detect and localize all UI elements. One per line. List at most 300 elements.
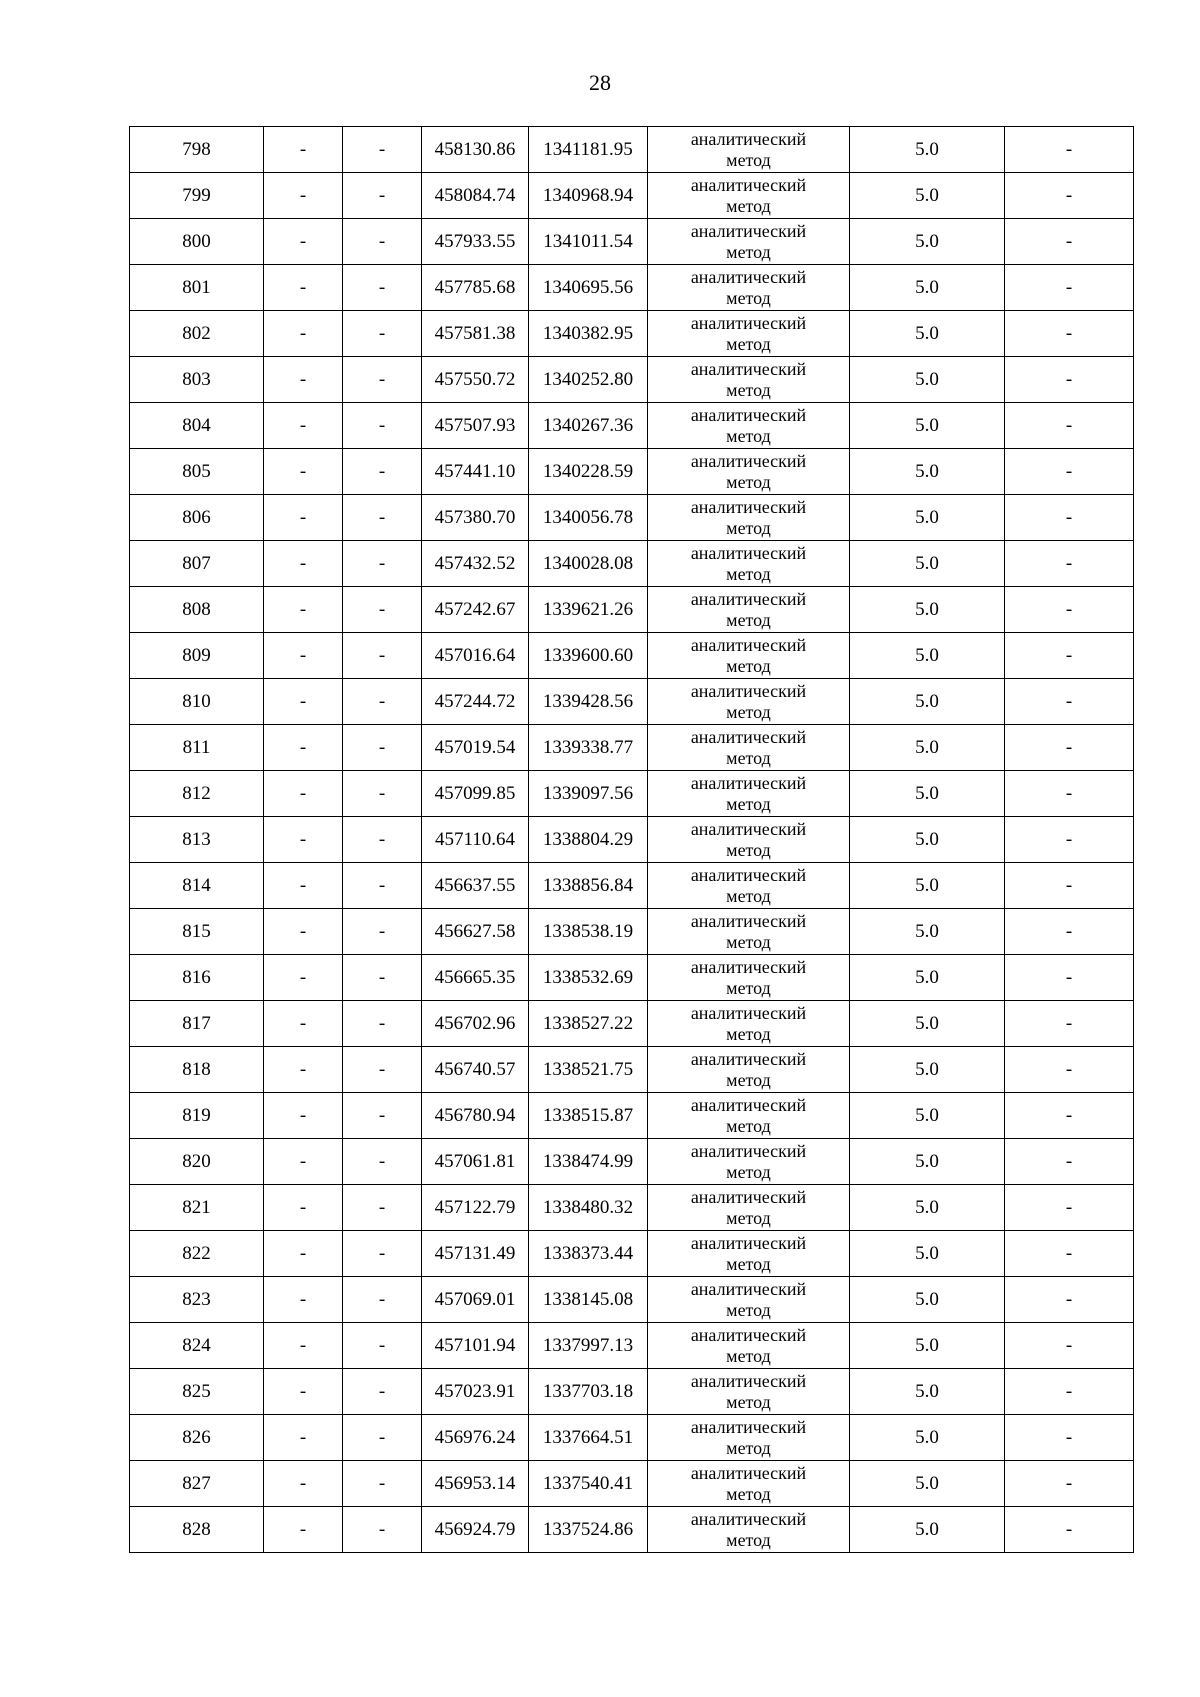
table-row: [130, 357, 1134, 403]
empty-value-cell: -: [343, 725, 422, 771]
accuracy-cell: 5.0: [850, 1415, 1005, 1461]
method-line-2: метод: [726, 1529, 771, 1550]
method-cell: [648, 1093, 850, 1139]
accuracy-cell: 5.0: [850, 311, 1005, 357]
point-number-cell: 822: [130, 1231, 264, 1277]
method-line-1: аналитический: [690, 772, 807, 793]
table-row: [130, 817, 1134, 863]
method-line-2: метод: [726, 195, 771, 216]
method-cell: [648, 1185, 850, 1231]
empty-value-cell: -: [264, 1001, 343, 1047]
empty-value-cell: -: [343, 1507, 422, 1553]
y-coordinate-cell: 1339621.26: [529, 587, 648, 633]
empty-value-cell: -: [343, 1093, 422, 1139]
x-coordinate-cell: 456780.94: [422, 1093, 529, 1139]
x-coordinate-cell: 457785.68: [422, 265, 529, 311]
accuracy-cell: 5.0: [850, 1461, 1005, 1507]
method-line-1: аналитический: [690, 542, 807, 563]
empty-value-cell: -: [1005, 1461, 1134, 1507]
y-coordinate-cell: 1338804.29: [529, 817, 648, 863]
x-coordinate-cell: 457432.52: [422, 541, 529, 587]
table-row: [130, 127, 1134, 173]
accuracy-cell: 5.0: [850, 127, 1005, 173]
empty-value-cell: -: [343, 495, 422, 541]
empty-value-cell: -: [264, 311, 343, 357]
x-coordinate-cell: 457507.93: [422, 403, 529, 449]
point-number-cell: 819: [130, 1093, 264, 1139]
accuracy-cell: 5.0: [850, 1323, 1005, 1369]
method-line-1: аналитический: [690, 450, 807, 471]
empty-value-cell: -: [264, 679, 343, 725]
x-coordinate-cell: 456702.96: [422, 1001, 529, 1047]
method-cell: [648, 173, 850, 219]
empty-value-cell: -: [343, 311, 422, 357]
method-line-1: аналитический: [690, 910, 807, 931]
accuracy-cell: 5.0: [850, 725, 1005, 771]
method-line-2: метод: [726, 1483, 771, 1504]
empty-value-cell: -: [1005, 863, 1134, 909]
x-coordinate-cell: 457122.79: [422, 1185, 529, 1231]
empty-value-cell: -: [343, 173, 422, 219]
y-coordinate-cell: 1338538.19: [529, 909, 648, 955]
method-line-1: аналитический: [690, 174, 807, 195]
method-line-2: метод: [726, 747, 771, 768]
point-number-cell: 817: [130, 1001, 264, 1047]
empty-value-cell: -: [264, 1461, 343, 1507]
empty-value-cell: -: [264, 1093, 343, 1139]
method-line-1: аналитический: [690, 1094, 807, 1115]
point-number-cell: 827: [130, 1461, 264, 1507]
method-line-2: метод: [726, 287, 771, 308]
accuracy-cell: 5.0: [850, 219, 1005, 265]
empty-value-cell: -: [1005, 173, 1134, 219]
y-coordinate-cell: 1340695.56: [529, 265, 648, 311]
empty-value-cell: -: [1005, 771, 1134, 817]
method-line-2: метод: [726, 1161, 771, 1182]
method-line-1: аналитический: [690, 1324, 807, 1345]
point-number-cell: 824: [130, 1323, 264, 1369]
y-coordinate-cell: 1337540.41: [529, 1461, 648, 1507]
method-line-2: метод: [726, 1115, 771, 1136]
method-line-2: метод: [726, 885, 771, 906]
empty-value-cell: -: [343, 449, 422, 495]
point-number-cell: 825: [130, 1369, 264, 1415]
empty-value-cell: -: [343, 1001, 422, 1047]
accuracy-cell: 5.0: [850, 1093, 1005, 1139]
empty-value-cell: -: [1005, 1231, 1134, 1277]
y-coordinate-cell: 1340228.59: [529, 449, 648, 495]
accuracy-cell: 5.0: [850, 403, 1005, 449]
empty-value-cell: -: [264, 955, 343, 1001]
x-coordinate-cell: 457933.55: [422, 219, 529, 265]
table-row: [130, 1231, 1134, 1277]
method-cell: [648, 541, 850, 587]
table-row: [130, 909, 1134, 955]
accuracy-cell: 5.0: [850, 449, 1005, 495]
empty-value-cell: -: [1005, 1139, 1134, 1185]
empty-value-cell: -: [264, 1507, 343, 1553]
empty-value-cell: -: [343, 1461, 422, 1507]
x-coordinate-cell: 457581.38: [422, 311, 529, 357]
empty-value-cell: -: [264, 403, 343, 449]
empty-value-cell: -: [1005, 817, 1134, 863]
empty-value-cell: -: [343, 1185, 422, 1231]
method-cell: [648, 311, 850, 357]
x-coordinate-cell: 456976.24: [422, 1415, 529, 1461]
point-number-cell: 828: [130, 1507, 264, 1553]
method-line-1: аналитический: [690, 312, 807, 333]
method-line-2: метод: [726, 977, 771, 998]
method-line-2: метод: [726, 839, 771, 860]
method-cell: [648, 909, 850, 955]
method-cell: [648, 1001, 850, 1047]
method-line-2: метод: [726, 1023, 771, 1044]
point-number-cell: 826: [130, 1415, 264, 1461]
x-coordinate-cell: 456924.79: [422, 1507, 529, 1553]
x-coordinate-cell: 456627.58: [422, 909, 529, 955]
point-number-cell: 799: [130, 173, 264, 219]
x-coordinate-cell: 457099.85: [422, 771, 529, 817]
point-number-cell: 800: [130, 219, 264, 265]
y-coordinate-cell: 1339428.56: [529, 679, 648, 725]
x-coordinate-cell: 457069.01: [422, 1277, 529, 1323]
coordinates-table: [129, 126, 1134, 1553]
table-row: [130, 1001, 1134, 1047]
table-row: [130, 403, 1134, 449]
y-coordinate-cell: 1337524.86: [529, 1507, 648, 1553]
method-cell: [648, 403, 850, 449]
table-row: [130, 311, 1134, 357]
empty-value-cell: -: [343, 955, 422, 1001]
x-coordinate-cell: 457016.64: [422, 633, 529, 679]
empty-value-cell: -: [264, 633, 343, 679]
accuracy-cell: 5.0: [850, 1001, 1005, 1047]
point-number-cell: 808: [130, 587, 264, 633]
method-line-2: метод: [726, 149, 771, 170]
accuracy-cell: 5.0: [850, 679, 1005, 725]
accuracy-cell: 5.0: [850, 1139, 1005, 1185]
x-coordinate-cell: 456637.55: [422, 863, 529, 909]
table-row: [130, 863, 1134, 909]
empty-value-cell: -: [264, 1231, 343, 1277]
method-line-2: метод: [726, 793, 771, 814]
y-coordinate-cell: 1338474.99: [529, 1139, 648, 1185]
y-coordinate-cell: 1338856.84: [529, 863, 648, 909]
empty-value-cell: -: [343, 1139, 422, 1185]
empty-value-cell: -: [1005, 449, 1134, 495]
empty-value-cell: -: [264, 265, 343, 311]
method-line-1: аналитический: [690, 1048, 807, 1069]
table-row: [130, 587, 1134, 633]
table-row: [130, 1139, 1134, 1185]
method-cell: [648, 495, 850, 541]
empty-value-cell: -: [264, 173, 343, 219]
method-cell: [648, 265, 850, 311]
method-cell: [648, 1139, 850, 1185]
empty-value-cell: -: [264, 127, 343, 173]
accuracy-cell: 5.0: [850, 495, 1005, 541]
method-cell: [648, 679, 850, 725]
empty-value-cell: -: [264, 541, 343, 587]
method-line-2: метод: [726, 1299, 771, 1320]
method-line-1: аналитический: [690, 1002, 807, 1023]
empty-value-cell: -: [343, 541, 422, 587]
method-line-1: аналитический: [690, 634, 807, 655]
accuracy-cell: 5.0: [850, 817, 1005, 863]
empty-value-cell: -: [1005, 679, 1134, 725]
method-cell: [648, 1415, 850, 1461]
x-coordinate-cell: 456740.57: [422, 1047, 529, 1093]
method-line-2: метод: [726, 333, 771, 354]
empty-value-cell: -: [343, 771, 422, 817]
x-coordinate-cell: 456953.14: [422, 1461, 529, 1507]
y-coordinate-cell: 1338532.69: [529, 955, 648, 1001]
empty-value-cell: -: [343, 1415, 422, 1461]
x-coordinate-cell: 457244.72: [422, 679, 529, 725]
empty-value-cell: -: [343, 909, 422, 955]
x-coordinate-cell: 456665.35: [422, 955, 529, 1001]
accuracy-cell: 5.0: [850, 1369, 1005, 1415]
empty-value-cell: -: [264, 1185, 343, 1231]
point-number-cell: 803: [130, 357, 264, 403]
method-line-1: аналитический: [690, 220, 807, 241]
table-row: [130, 633, 1134, 679]
empty-value-cell: -: [1005, 633, 1134, 679]
point-number-cell: 812: [130, 771, 264, 817]
method-line-2: метод: [726, 1345, 771, 1366]
point-number-cell: 815: [130, 909, 264, 955]
table-row: [130, 173, 1134, 219]
method-cell: [648, 725, 850, 771]
accuracy-cell: 5.0: [850, 1047, 1005, 1093]
table-row: [130, 1093, 1134, 1139]
table-row: [130, 219, 1134, 265]
empty-value-cell: -: [343, 127, 422, 173]
point-number-cell: 806: [130, 495, 264, 541]
y-coordinate-cell: 1339338.77: [529, 725, 648, 771]
x-coordinate-cell: 457441.10: [422, 449, 529, 495]
empty-value-cell: -: [343, 357, 422, 403]
table-row: [130, 679, 1134, 725]
point-number-cell: 820: [130, 1139, 264, 1185]
point-number-cell: 814: [130, 863, 264, 909]
point-number-cell: 804: [130, 403, 264, 449]
empty-value-cell: -: [1005, 265, 1134, 311]
empty-value-cell: -: [1005, 1047, 1134, 1093]
empty-value-cell: -: [1005, 495, 1134, 541]
method-cell: [648, 863, 850, 909]
point-number-cell: 821: [130, 1185, 264, 1231]
point-number-cell: 801: [130, 265, 264, 311]
y-coordinate-cell: 1339097.56: [529, 771, 648, 817]
empty-value-cell: -: [343, 863, 422, 909]
empty-value-cell: -: [343, 1369, 422, 1415]
method-cell: [648, 1231, 850, 1277]
y-coordinate-cell: 1340056.78: [529, 495, 648, 541]
accuracy-cell: 5.0: [850, 863, 1005, 909]
y-coordinate-cell: 1340267.36: [529, 403, 648, 449]
point-number-cell: 809: [130, 633, 264, 679]
x-coordinate-cell: 457242.67: [422, 587, 529, 633]
y-coordinate-cell: 1340028.08: [529, 541, 648, 587]
point-number-cell: 818: [130, 1047, 264, 1093]
y-coordinate-cell: 1337703.18: [529, 1369, 648, 1415]
method-cell: [648, 1323, 850, 1369]
x-coordinate-cell: 457131.49: [422, 1231, 529, 1277]
table-row: [130, 1461, 1134, 1507]
empty-value-cell: -: [1005, 311, 1134, 357]
empty-value-cell: -: [1005, 403, 1134, 449]
method-cell: [648, 1461, 850, 1507]
y-coordinate-cell: 1338527.22: [529, 1001, 648, 1047]
y-coordinate-cell: 1338515.87: [529, 1093, 648, 1139]
method-cell: [648, 1369, 850, 1415]
accuracy-cell: 5.0: [850, 771, 1005, 817]
empty-value-cell: -: [1005, 219, 1134, 265]
table-row: [130, 1047, 1134, 1093]
table-row: [130, 265, 1134, 311]
accuracy-cell: 5.0: [850, 1507, 1005, 1553]
x-coordinate-cell: 457023.91: [422, 1369, 529, 1415]
x-coordinate-cell: 458130.86: [422, 127, 529, 173]
empty-value-cell: -: [1005, 587, 1134, 633]
table-row: [130, 449, 1134, 495]
x-coordinate-cell: 457101.94: [422, 1323, 529, 1369]
x-coordinate-cell: 457110.64: [422, 817, 529, 863]
x-coordinate-cell: 457061.81: [422, 1139, 529, 1185]
x-coordinate-cell: 457550.72: [422, 357, 529, 403]
method-cell: [648, 1507, 850, 1553]
page-number: 28: [589, 70, 611, 95]
method-line-2: метод: [726, 1253, 771, 1274]
empty-value-cell: -: [264, 771, 343, 817]
point-number-cell: 805: [130, 449, 264, 495]
table-row: [130, 1369, 1134, 1415]
accuracy-cell: 5.0: [850, 633, 1005, 679]
empty-value-cell: -: [343, 265, 422, 311]
accuracy-cell: 5.0: [850, 265, 1005, 311]
empty-value-cell: -: [1005, 541, 1134, 587]
method-line-2: метод: [726, 517, 771, 538]
method-line-1: аналитический: [690, 680, 807, 701]
accuracy-cell: 5.0: [850, 1277, 1005, 1323]
method-line-1: аналитический: [690, 1416, 807, 1437]
method-line-1: аналитический: [690, 496, 807, 517]
method-line-1: аналитический: [690, 404, 807, 425]
method-line-2: метод: [726, 701, 771, 722]
x-coordinate-cell: 457380.70: [422, 495, 529, 541]
empty-value-cell: -: [264, 357, 343, 403]
empty-value-cell: -: [1005, 1185, 1134, 1231]
method-line-1: аналитический: [690, 818, 807, 839]
y-coordinate-cell: 1338145.08: [529, 1277, 648, 1323]
method-cell: [648, 817, 850, 863]
point-number-cell: 807: [130, 541, 264, 587]
empty-value-cell: -: [264, 219, 343, 265]
method-cell: [648, 1047, 850, 1093]
method-line-1: аналитический: [690, 128, 807, 149]
point-number-cell: 798: [130, 127, 264, 173]
empty-value-cell: -: [264, 725, 343, 771]
y-coordinate-cell: 1337997.13: [529, 1323, 648, 1369]
table-row: [130, 1323, 1134, 1369]
method-cell: [648, 1277, 850, 1323]
method-line-2: метод: [726, 655, 771, 676]
empty-value-cell: -: [1005, 127, 1134, 173]
empty-value-cell: -: [264, 495, 343, 541]
method-line-1: аналитический: [690, 1462, 807, 1483]
y-coordinate-cell: 1341011.54: [529, 219, 648, 265]
empty-value-cell: -: [264, 1139, 343, 1185]
accuracy-cell: 5.0: [850, 173, 1005, 219]
empty-value-cell: -: [343, 587, 422, 633]
empty-value-cell: -: [1005, 357, 1134, 403]
method-line-1: аналитический: [690, 1370, 807, 1391]
empty-value-cell: -: [1005, 1277, 1134, 1323]
table-row: [130, 1185, 1134, 1231]
empty-value-cell: -: [264, 1415, 343, 1461]
point-number-cell: 810: [130, 679, 264, 725]
method-cell: [648, 357, 850, 403]
accuracy-cell: 5.0: [850, 1185, 1005, 1231]
point-number-cell: 823: [130, 1277, 264, 1323]
accuracy-cell: 5.0: [850, 541, 1005, 587]
point-number-cell: 802: [130, 311, 264, 357]
y-coordinate-cell: 1340252.80: [529, 357, 648, 403]
method-line-1: аналитический: [690, 1278, 807, 1299]
table-row: [130, 495, 1134, 541]
method-line-1: аналитический: [690, 266, 807, 287]
empty-value-cell: -: [1005, 1093, 1134, 1139]
empty-value-cell: -: [343, 219, 422, 265]
point-number-cell: 816: [130, 955, 264, 1001]
empty-value-cell: -: [1005, 1415, 1134, 1461]
table-row: [130, 725, 1134, 771]
table-row: [130, 1277, 1134, 1323]
method-line-1: аналитический: [690, 864, 807, 885]
method-line-1: аналитический: [690, 588, 807, 609]
empty-value-cell: -: [1005, 1507, 1134, 1553]
method-line-2: метод: [726, 931, 771, 952]
x-coordinate-cell: 458084.74: [422, 173, 529, 219]
y-coordinate-cell: 1341181.95: [529, 127, 648, 173]
y-coordinate-cell: 1338480.32: [529, 1185, 648, 1231]
empty-value-cell: -: [264, 1323, 343, 1369]
empty-value-cell: -: [264, 909, 343, 955]
point-number-cell: 813: [130, 817, 264, 863]
method-line-2: метод: [726, 471, 771, 492]
empty-value-cell: -: [1005, 955, 1134, 1001]
method-cell: [648, 955, 850, 1001]
accuracy-cell: 5.0: [850, 1231, 1005, 1277]
y-coordinate-cell: 1340968.94: [529, 173, 648, 219]
y-coordinate-cell: 1340382.95: [529, 311, 648, 357]
method-line-1: аналитический: [690, 726, 807, 747]
empty-value-cell: -: [343, 1323, 422, 1369]
method-cell: [648, 587, 850, 633]
method-cell: [648, 127, 850, 173]
table-row: [130, 541, 1134, 587]
empty-value-cell: -: [1005, 1369, 1134, 1415]
empty-value-cell: -: [264, 817, 343, 863]
empty-value-cell: -: [343, 1277, 422, 1323]
empty-value-cell: -: [264, 1369, 343, 1415]
y-coordinate-cell: 1337664.51: [529, 1415, 648, 1461]
empty-value-cell: -: [1005, 1001, 1134, 1047]
accuracy-cell: 5.0: [850, 357, 1005, 403]
empty-value-cell: -: [264, 1277, 343, 1323]
accuracy-cell: 5.0: [850, 587, 1005, 633]
